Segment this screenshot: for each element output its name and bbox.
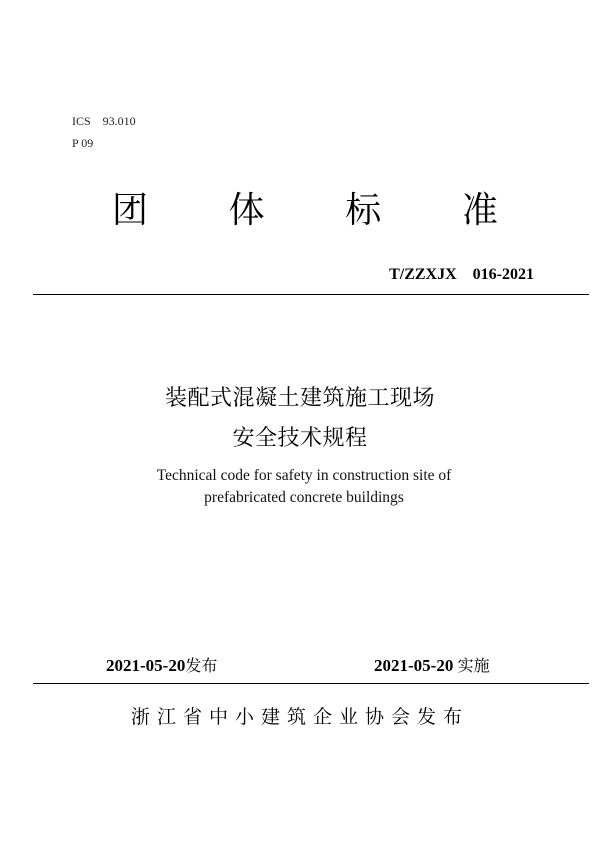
title-en-line-2: prefabricated concrete buildings [204,489,404,506]
document-type-title [105,186,505,236]
title-zh-line-2: 安全技术规程 [232,426,368,451]
publish-label: 发布 [185,656,218,675]
top-divider [33,294,589,295]
title-zh-line-1: 装配式混凝土建筑施工现场 [164,386,435,411]
title-en-line-1: Technical code for safety in construction site of [156,467,452,484]
ics-code: ICS 93.010 [72,114,136,128]
implement-label: 实施 [457,656,490,675]
publish-date-value: 2021-05-20 [106,656,186,675]
implement-date-value: 2021-05-20 [374,656,454,675]
title-char: 体 [228,190,265,231]
title-char: 准 [461,190,498,231]
standard-number: T/ZZXJX 016-2021 [389,266,534,283]
issuing-organization: 浙江省中小建筑企业协会发布 [130,706,469,728]
bottom-divider [33,683,589,684]
title-char: 标 [345,190,382,231]
implement-date [374,655,490,677]
ccs-code: P 09 [72,136,94,150]
publish-date [106,655,217,677]
title-char: 团 [111,190,148,231]
